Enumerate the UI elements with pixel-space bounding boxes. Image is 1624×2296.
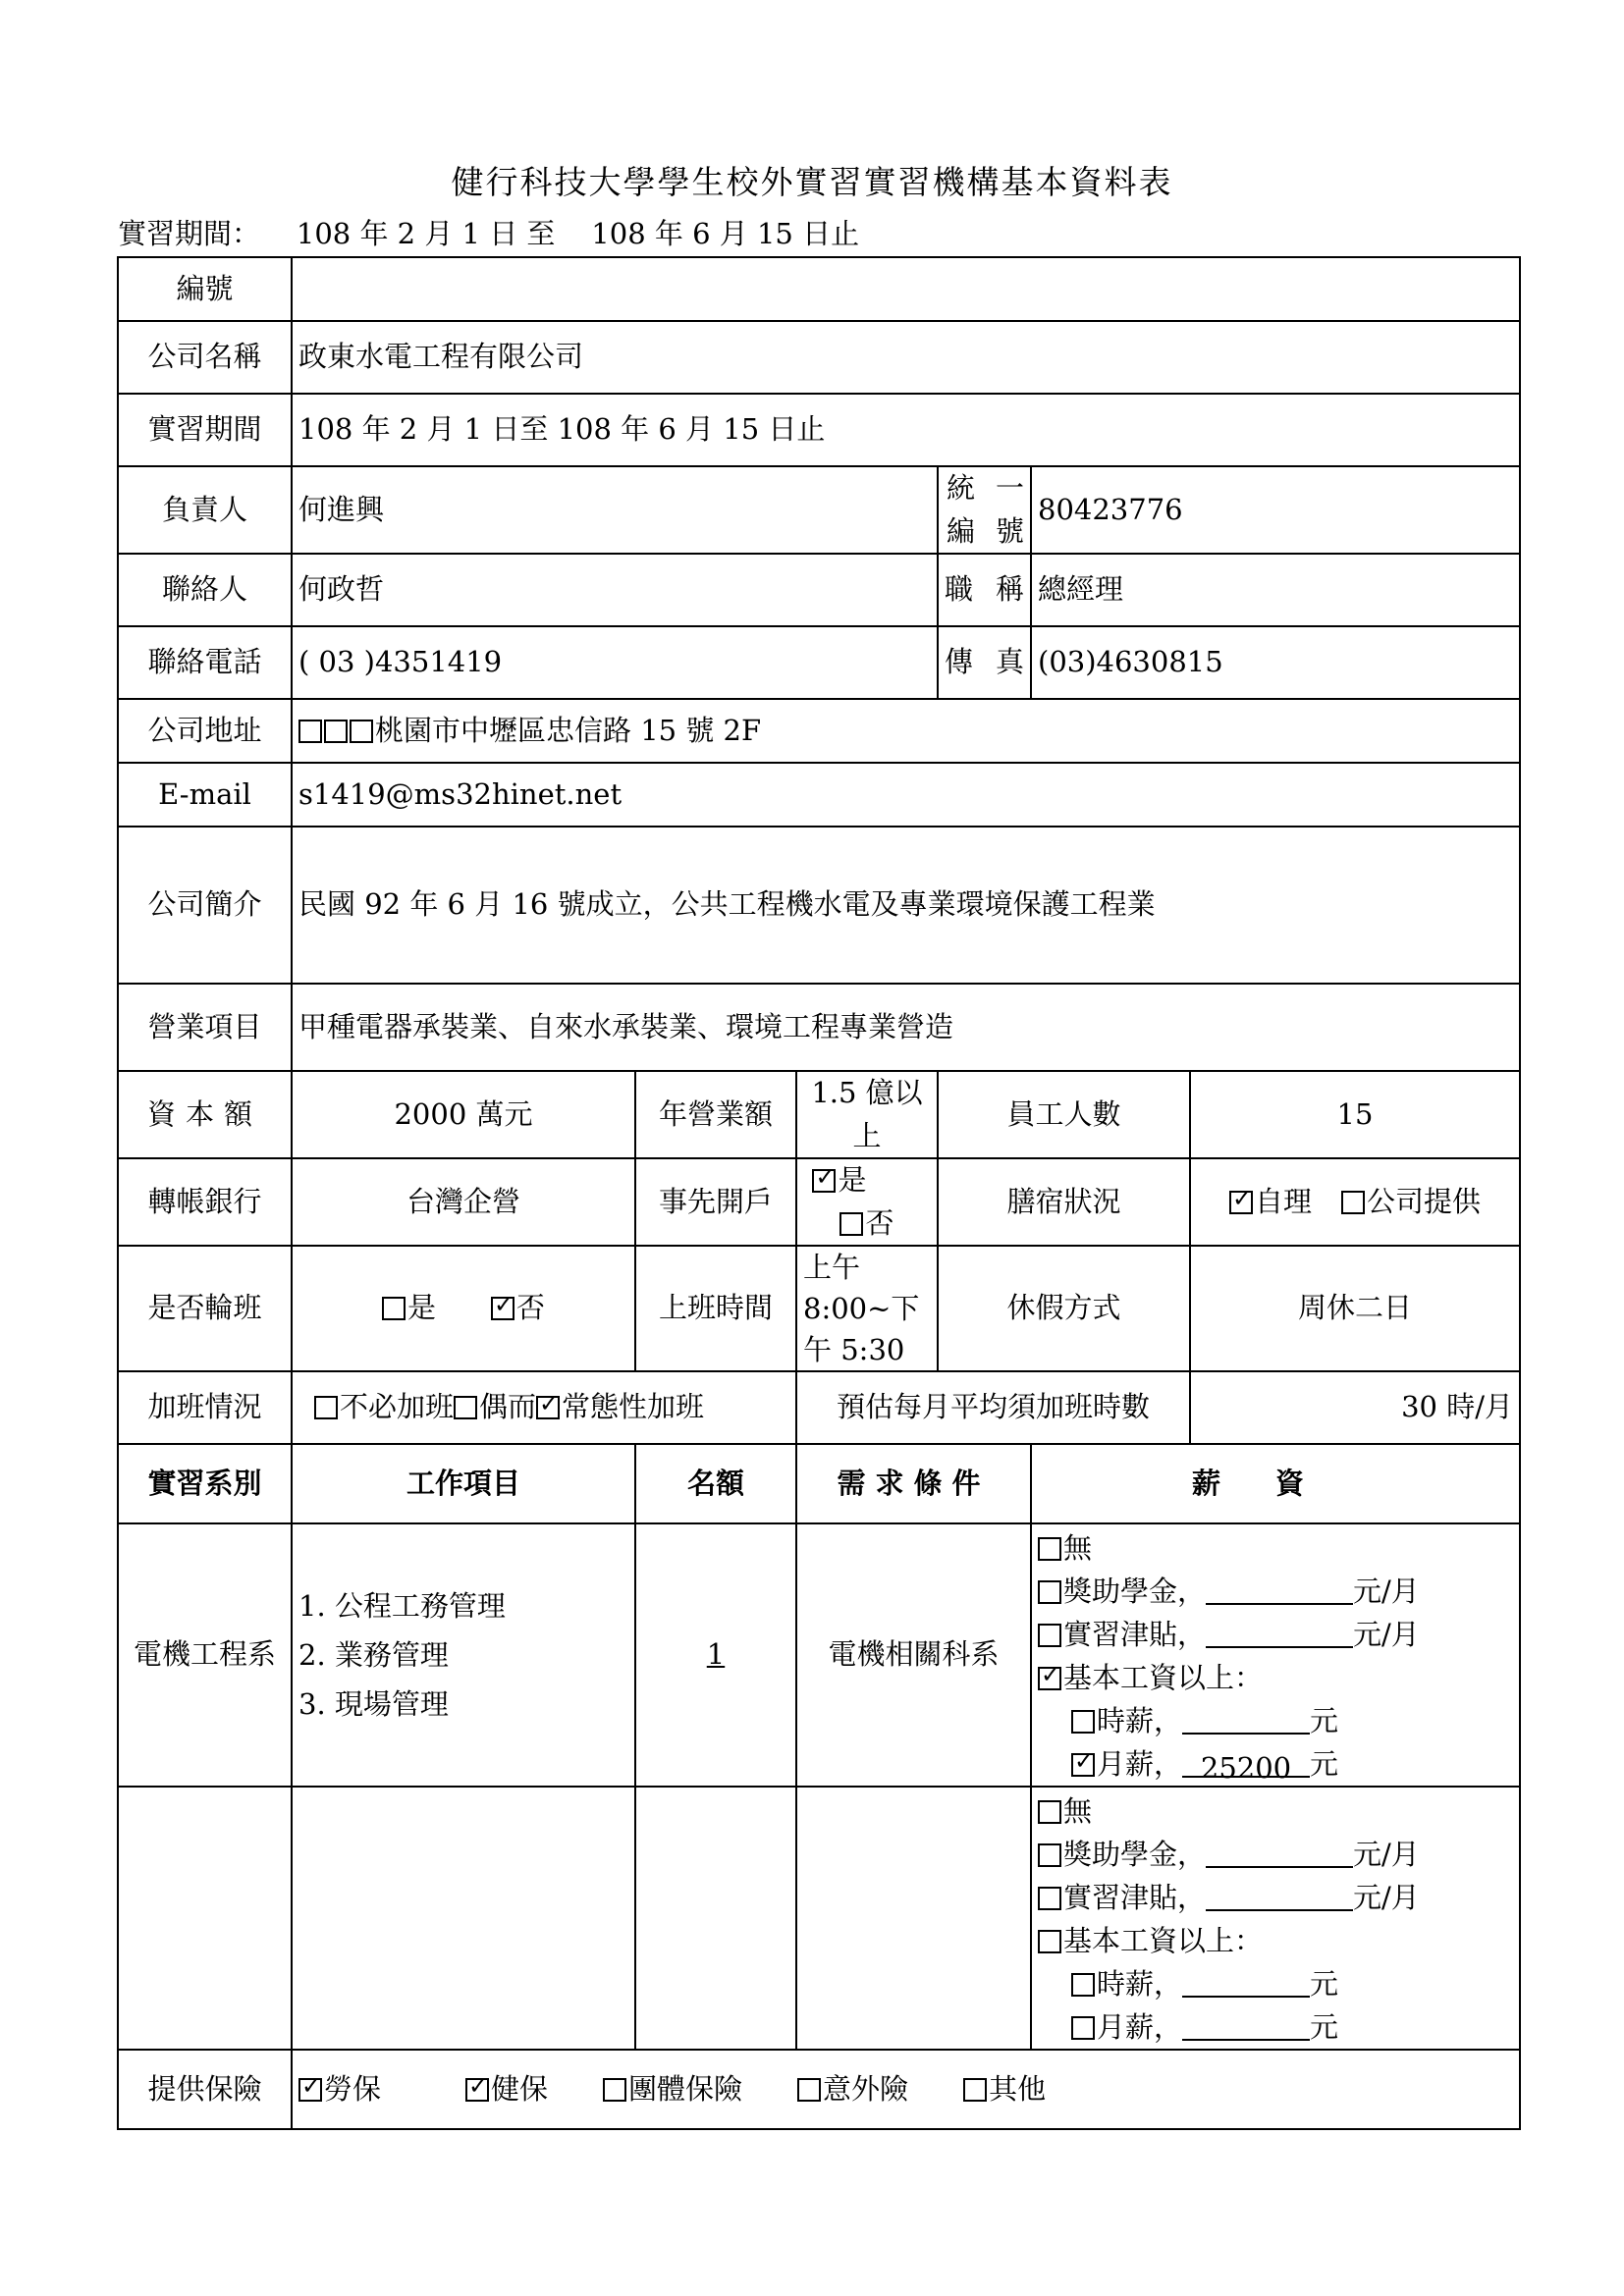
address-cell	[292, 699, 1520, 763]
job-1-scholarship-blank[interactable]	[1206, 1574, 1353, 1605]
insurance-other-label: 其他	[989, 2071, 1047, 2106]
job-1-pay-allowance-checkbox[interactable]	[1038, 1624, 1061, 1647]
job-1-pay-monthly-checkbox[interactable]	[1071, 1753, 1095, 1777]
insurance-group-checkbox[interactable]	[603, 2078, 626, 2102]
phone-value: ( 03 )4351419	[292, 626, 938, 699]
overtime-regular-label: 常態性加班	[562, 1390, 705, 1424]
email-label: E-mail	[118, 763, 292, 827]
overtime-none-label: 不必加班	[340, 1390, 455, 1424]
job-row-1	[118, 1523, 1520, 1787]
overtime-options	[292, 1371, 796, 1444]
requirement-header: 需求條件	[796, 1444, 1031, 1523]
job-2-salary	[1031, 1787, 1520, 2050]
row-overtime	[118, 1371, 1520, 1444]
business-value: 甲種電器承裝業、自來水承裝業、環境工程專業營造	[292, 984, 1520, 1071]
board-label: 膳宿狀況	[938, 1158, 1190, 1246]
shift-options	[292, 1246, 635, 1371]
overtime-occasional-label: 偶而	[479, 1390, 537, 1424]
shift-no-checkbox[interactable]	[491, 1297, 514, 1320]
board-self-checkbox[interactable]	[1229, 1191, 1253, 1214]
shift-yes-checkbox[interactable]	[382, 1297, 406, 1320]
job-2-pay-monthly-checkbox[interactable]	[1071, 2016, 1095, 2040]
fax-label: 傳真	[938, 626, 1031, 699]
job-2-work-items	[292, 1787, 635, 2050]
pre-open-no-checkbox[interactable]	[839, 1212, 863, 1236]
document-title: 健行科技大學學生校外實習實習機構基本資料表	[451, 163, 1173, 201]
info-table	[117, 256, 1521, 2130]
overtime-occasional-checkbox[interactable]	[454, 1396, 477, 1419]
row-business	[118, 984, 1520, 1071]
pre-open-label: 事先開戶	[635, 1158, 796, 1246]
job-2-allowance-blank[interactable]	[1206, 1880, 1353, 1911]
pre-open-yes-checkbox[interactable]	[812, 1169, 836, 1193]
tax-id-value: 80423776	[1031, 466, 1520, 554]
capital-value: 2000 萬元	[292, 1071, 635, 1158]
job-1-pay-basic-checkbox[interactable]	[1038, 1667, 1061, 1690]
pre-open-options	[796, 1158, 938, 1246]
address-value: 桃園市中壢區忠信路 15 號 2F	[375, 713, 762, 747]
postcode-box-2	[324, 720, 348, 743]
salary-header: 薪資	[1031, 1444, 1520, 1523]
job-2-monthly-amount[interactable]	[1182, 2009, 1310, 2041]
job-2-pay-basic-label: 基本工資以上：	[1063, 1924, 1264, 1958]
job-title-value: 總經理	[1031, 554, 1520, 626]
quota-header: 名額	[635, 1444, 796, 1523]
owner-label: 負責人	[118, 466, 292, 554]
serial-label: 編號	[118, 257, 292, 321]
address-label: 公司地址	[118, 699, 292, 763]
leave-label: 休假方式	[938, 1246, 1190, 1371]
bank-label: 轉帳銀行	[118, 1158, 292, 1246]
insurance-health-label: 健保	[491, 2071, 549, 2106]
employees-label: 員工人數	[938, 1071, 1190, 1158]
company-name-label: 公司名稱	[118, 321, 292, 394]
pre-open-no-label: 否	[865, 1205, 894, 1240]
row-email	[118, 763, 1520, 827]
job-1-pay-hourly-checkbox[interactable]	[1071, 1710, 1095, 1734]
job-row-2	[118, 1787, 1520, 2050]
overtime-label: 加班情況	[118, 1371, 292, 1444]
work-header: 工作項目	[292, 1444, 635, 1523]
intro-value: 民國 92 年 6 月 16 號成立，公共工程機水電及專業環境保護工程業	[292, 827, 1520, 984]
company-name-value: 政東水電工程有限公司	[292, 321, 1520, 394]
job-1-dept: 電機工程系	[118, 1523, 292, 1787]
shift-yes-label: 是	[406, 1291, 436, 1325]
job-1-scholarship-unit: 元/月	[1353, 1575, 1420, 1609]
job-1-hourly-blank[interactable]	[1182, 1703, 1310, 1735]
job-1-pay-basic-label: 基本工資以上：	[1063, 1661, 1264, 1695]
job-2-dept	[118, 1787, 292, 2050]
job-1-work-item-3: 3. 現場管理	[298, 1687, 449, 1722]
fax-value: (03)4630815	[1031, 626, 1520, 699]
row-capital	[118, 1071, 1520, 1158]
work-hours-label: 上班時間	[635, 1246, 796, 1371]
job-2-quota	[635, 1787, 796, 2050]
insurance-labor-checkbox[interactable]	[298, 2078, 322, 2102]
job-1-pay-scholarship-label: 獎助學金，	[1063, 1575, 1207, 1609]
row-company-name	[118, 321, 1520, 394]
job-1-hourly-unit: 元	[1310, 1704, 1339, 1738]
leave-value: 周休二日	[1190, 1246, 1520, 1371]
phone-label: 聯絡電話	[118, 626, 292, 699]
job-2-pay-none-checkbox[interactable]	[1038, 1800, 1061, 1824]
row-owner	[118, 466, 1520, 554]
row-intern-period	[118, 394, 1520, 466]
job-1-pay-hourly-label: 時薪，	[1097, 1704, 1183, 1738]
board-company-label: 公司提供	[1367, 1184, 1482, 1218]
board-self-label: 自理	[1254, 1184, 1312, 1218]
revenue-value: 1.5 億以上	[796, 1071, 938, 1158]
intro-label: 公司簡介	[118, 827, 292, 984]
postcode-box-3	[350, 720, 373, 743]
row-insurance	[118, 2050, 1520, 2129]
job-1-salary	[1031, 1523, 1520, 1787]
job-2-pay-scholarship-label: 獎助學金，	[1063, 1838, 1207, 1872]
insurance-accident-label: 意外險	[823, 2071, 909, 2106]
shift-label: 是否輪班	[118, 1246, 292, 1371]
job-1-work-item-2: 2. 業務管理	[298, 1638, 449, 1673]
row-shift	[118, 1246, 1520, 1371]
job-2-scholarship-blank[interactable]	[1206, 1837, 1353, 1868]
insurance-group-label: 團體保險	[628, 2071, 743, 2106]
row-address	[118, 699, 1520, 763]
job-1-allowance-blank[interactable]	[1206, 1617, 1353, 1648]
business-label: 營業項目	[118, 984, 292, 1071]
job-2-allowance-unit: 元/月	[1353, 1881, 1420, 1915]
job-2-pay-scholarship-checkbox[interactable]	[1038, 1843, 1061, 1867]
overtime-hours-value: 30 時/月	[1190, 1371, 1520, 1444]
board-company-checkbox[interactable]	[1341, 1191, 1365, 1214]
job-2-pay-allowance-label: 實習津貼，	[1063, 1881, 1207, 1915]
contact-value: 何政哲	[292, 554, 938, 626]
overtime-none-checkbox[interactable]	[314, 1396, 338, 1419]
job-2-pay-none-label: 無	[1063, 1794, 1093, 1829]
insurance-options	[292, 2050, 1520, 2129]
row-serial	[118, 257, 1520, 321]
job-1-pay-allowance-label: 實習津貼，	[1063, 1618, 1207, 1652]
job-2-scholarship-unit: 元/月	[1353, 1838, 1420, 1872]
shift-no-label: 否	[516, 1291, 546, 1325]
job-1-monthly-unit: 元	[1310, 1747, 1339, 1782]
row-phone	[118, 626, 1520, 699]
intern-period-label: 實習期間	[118, 394, 292, 466]
job-2-pay-allowance-checkbox[interactable]	[1038, 1887, 1061, 1910]
row-intro	[118, 827, 1520, 984]
job-1-allowance-unit: 元/月	[1353, 1618, 1420, 1652]
capital-label: 資本額	[118, 1071, 292, 1158]
pre-open-yes-label: 是	[838, 1163, 867, 1197]
job-2-pay-hourly-checkbox[interactable]	[1071, 1973, 1095, 1997]
period-line: 實習期間： 108 年 2 月 1 日 至 108 年 6 月 15 日止	[118, 217, 860, 250]
job-1-work-items	[292, 1523, 635, 1787]
email-value: s1419@ms32hinet.net	[292, 763, 1520, 827]
bank-value: 台灣企營	[292, 1158, 635, 1246]
row-bank	[118, 1158, 1520, 1246]
insurance-labor-label: 勞保	[324, 2071, 382, 2106]
serial-value	[292, 257, 1520, 321]
overtime-estimate-label: 預估每月平均須加班時數	[796, 1371, 1190, 1444]
board-options	[1190, 1158, 1520, 1246]
postcode-box-1	[298, 720, 322, 743]
job-1-pay-none-checkbox[interactable]	[1038, 1537, 1061, 1561]
employees-value: 15	[1190, 1071, 1520, 1158]
work-hours-value: 上午 8:00~下午 5:30	[796, 1246, 938, 1371]
job-1-work-item-1: 1. 公程工務管理	[298, 1589, 506, 1624]
overtime-regular-checkbox[interactable]	[536, 1396, 560, 1419]
job-2-monthly-unit: 元	[1310, 2010, 1339, 2045]
dept-header: 實習系別	[118, 1444, 292, 1523]
job-2-pay-hourly-label: 時薪，	[1097, 1967, 1183, 2002]
job-title-label: 職稱	[938, 554, 1031, 626]
job-2-pay-monthly-label: 月薪，	[1097, 2010, 1183, 2045]
job-2-hourly-blank[interactable]	[1182, 1966, 1310, 1998]
job-1-pay-scholarship-checkbox[interactable]	[1038, 1580, 1061, 1604]
job-1-pay-monthly-label: 月薪，	[1097, 1747, 1183, 1782]
insurance-accident-checkbox[interactable]	[797, 2078, 821, 2102]
insurance-health-checkbox[interactable]	[465, 2078, 489, 2102]
job-1-monthly-amount[interactable]: 25200	[1182, 1746, 1310, 1778]
contact-label: 聯絡人	[118, 554, 292, 626]
job-1-pay-none-label: 無	[1063, 1531, 1093, 1566]
job-2-hourly-unit: 元	[1310, 1967, 1339, 2002]
insurance-other-checkbox[interactable]	[963, 2078, 987, 2102]
intern-period-value: 108 年 2 月 1 日至 108 年 6 月 15 日止	[292, 394, 1520, 466]
tax-id-label: 統一編號	[938, 466, 1031, 554]
row-contact	[118, 554, 1520, 626]
revenue-label: 年營業額	[635, 1071, 796, 1158]
job-header-row	[118, 1444, 1520, 1523]
job-1-quota: 1	[635, 1523, 796, 1787]
job-2-pay-basic-checkbox[interactable]	[1038, 1930, 1061, 1953]
owner-value: 何進興	[292, 466, 938, 554]
insurance-label: 提供保險	[118, 2050, 292, 2129]
job-1-requirement: 電機相關科系	[796, 1523, 1031, 1787]
job-2-requirement	[796, 1787, 1031, 2050]
